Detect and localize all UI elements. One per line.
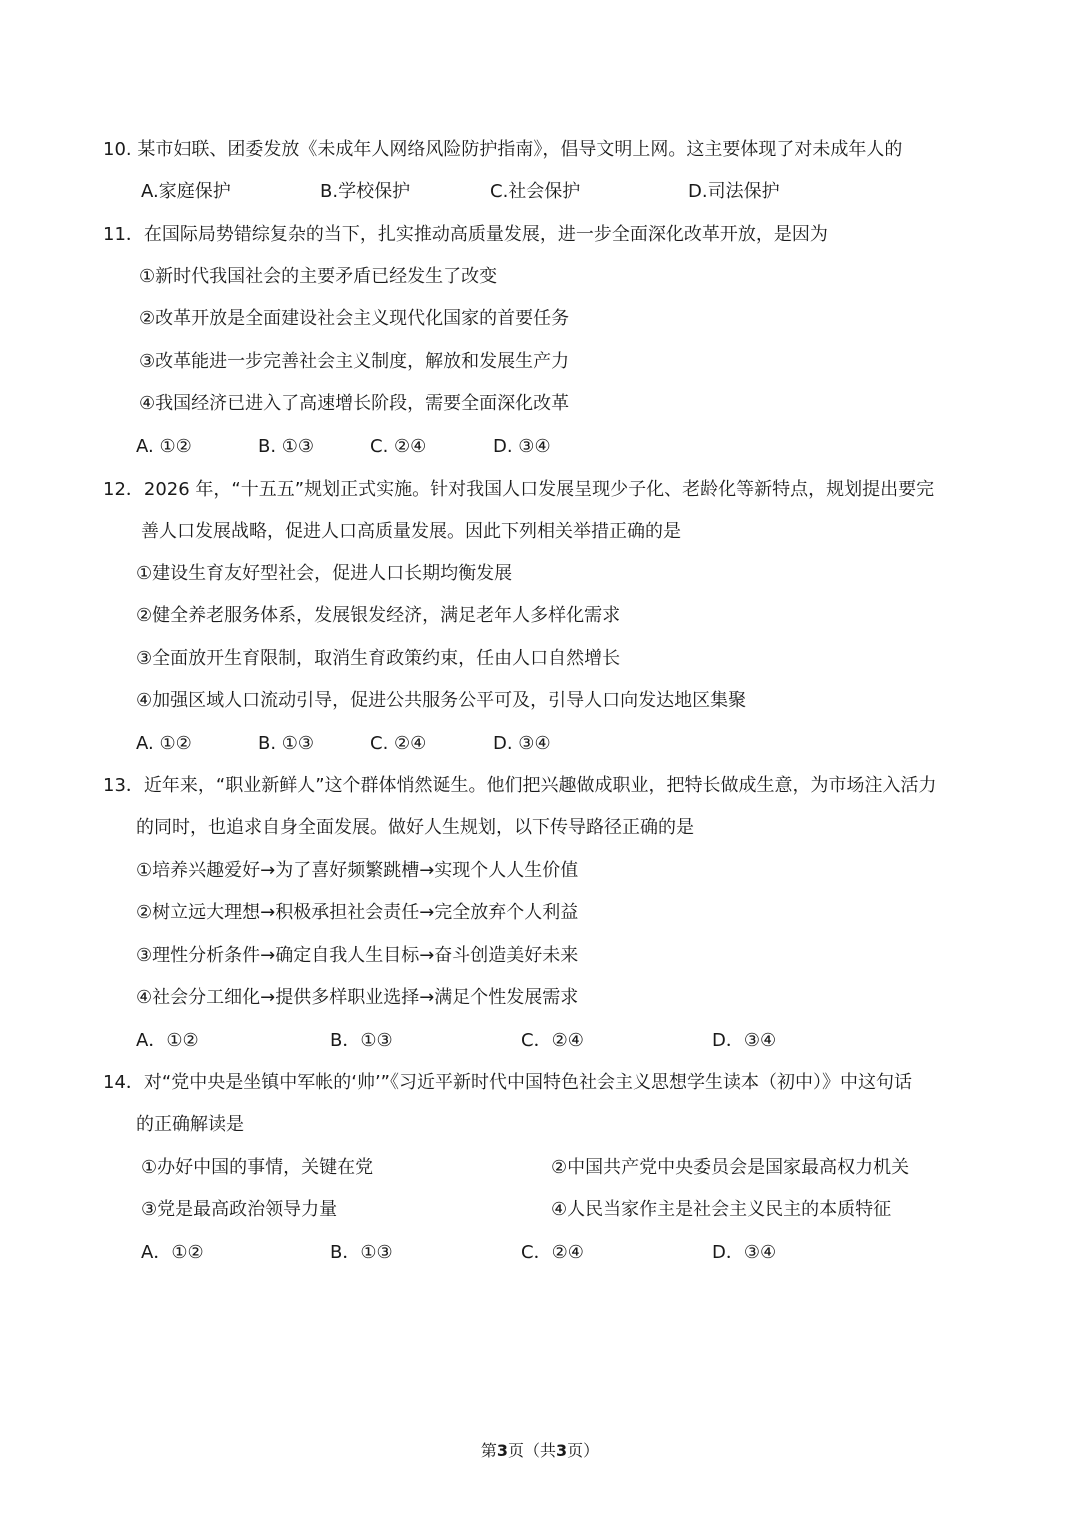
statement-2: ②树立远大理想→积极承担社会责任→完全放弃个人利益 bbox=[136, 902, 579, 923]
option-a: A. ①② bbox=[136, 733, 192, 754]
statement-3: ③改革能进一步完善社会主义制度，解放和发展生产力 bbox=[139, 351, 570, 372]
question-stem-line-1: 12．2026 年，“十五五”规划正式实施。针对我国人口发展呈现少子化、老龄化等新特点，规划提出要完 bbox=[103, 479, 935, 500]
question-stem: 11．在国际局势错综复杂的当下，扎实推动高质量发展，进一步全面深化改革开放，是因为 bbox=[103, 224, 828, 245]
option-d: D. ③④ bbox=[493, 733, 551, 754]
question-stem-line-2: 善人口发展战略，促进人口高质量发展。因此下列相关举措正确的是 bbox=[141, 521, 681, 542]
option-a: A. ①② bbox=[136, 436, 192, 457]
statement-2: ②中国共产党中央委员会是国家最高权力机关 bbox=[551, 1157, 910, 1178]
statement-3: ③全面放开生育限制，取消生育政策约束，任由人口自然增长 bbox=[136, 648, 621, 669]
option-b: B.学校保护 bbox=[320, 181, 411, 202]
question-stem: 10. 某市妇联、团委发放《未成年人网络风险防护指南》，倡导文明上网。这主要体现了对未成年人的 bbox=[103, 139, 903, 160]
page-footer bbox=[0, 1440, 1080, 1462]
option-a: A．①② bbox=[136, 1030, 199, 1051]
statement-4: ④我国经济已进入了高速增长阶段，需要全面深化改革 bbox=[139, 393, 570, 414]
statement-1: ①培养兴趣爱好→为了喜好频繁跳槽→实现个人人生价值 bbox=[136, 860, 579, 881]
statement-4: ④加强区域人口流动引导，促进公共服务公平可及，引导人口向发达地区集聚 bbox=[136, 690, 747, 711]
option-b: B. ①③ bbox=[258, 733, 315, 754]
option-c: C．②④ bbox=[521, 1030, 584, 1051]
statement-4: ④人民当家作主是社会主义民主的本质特征 bbox=[551, 1199, 892, 1220]
statement-2: ②改革开放是全面建设社会主义现代化国家的首要任务 bbox=[139, 308, 570, 329]
statement-3: ③党是最高政治领导力量 bbox=[141, 1199, 338, 1220]
footer-suffix: 页） bbox=[567, 1441, 600, 1460]
question-stem-line-2: 的正确解读是 bbox=[136, 1114, 244, 1135]
option-c: C．②④ bbox=[521, 1242, 584, 1263]
question-stem-line-1: 14．对“党中央是坐镇中军帐的‘帅’”《习近平新时代中国特色社会主义思想学生读本（初中）》中这句话 bbox=[103, 1072, 912, 1093]
option-d: D.司法保护 bbox=[688, 181, 780, 202]
option-b: B．①③ bbox=[330, 1030, 393, 1051]
option-d: D．③④ bbox=[712, 1242, 777, 1263]
option-a: A.家庭保护 bbox=[141, 181, 231, 202]
option-b: B．①③ bbox=[330, 1242, 393, 1263]
option-c: C. ②④ bbox=[370, 733, 427, 754]
option-d: D. ③④ bbox=[493, 436, 551, 457]
statement-3: ③理性分析条件→确定自我人生目标→奋斗创造美好未来 bbox=[136, 945, 579, 966]
option-b: B. ①③ bbox=[258, 436, 315, 457]
statement-1: ①新时代我国社会的主要矛盾已经发生了改变 bbox=[139, 266, 498, 287]
footer-prefix: 第 bbox=[480, 1441, 497, 1460]
option-d: D．③④ bbox=[712, 1030, 777, 1051]
statement-2: ②健全养老服务体系，发展银发经济，满足老年人多样化需求 bbox=[136, 605, 621, 626]
page-number: 3 bbox=[496, 1441, 508, 1460]
question-stem-line-1: 13．近年来，“职业新鲜人”这个群体悄然诞生。他们把兴趣做成职业，把特长做成生意，为市场注入活力 bbox=[103, 775, 937, 796]
footer-mid: 页（共 bbox=[507, 1441, 556, 1460]
option-a: A．①② bbox=[141, 1242, 204, 1263]
total-pages: 3 bbox=[556, 1441, 568, 1460]
statement-1: ①办好中国的事情，关键在党 bbox=[141, 1157, 374, 1178]
statement-4: ④社会分工细化→提供多样职业选择→满足个性发展需求 bbox=[136, 987, 579, 1008]
option-c: C.社会保护 bbox=[490, 181, 581, 202]
statement-1: ①建设生育友好型社会，促进人口长期均衡发展 bbox=[136, 563, 513, 584]
option-c: C. ②④ bbox=[370, 436, 427, 457]
question-stem-line-2: 的同时，也追求自身全面发展。做好人生规划，以下传导路径正确的是 bbox=[136, 817, 694, 838]
